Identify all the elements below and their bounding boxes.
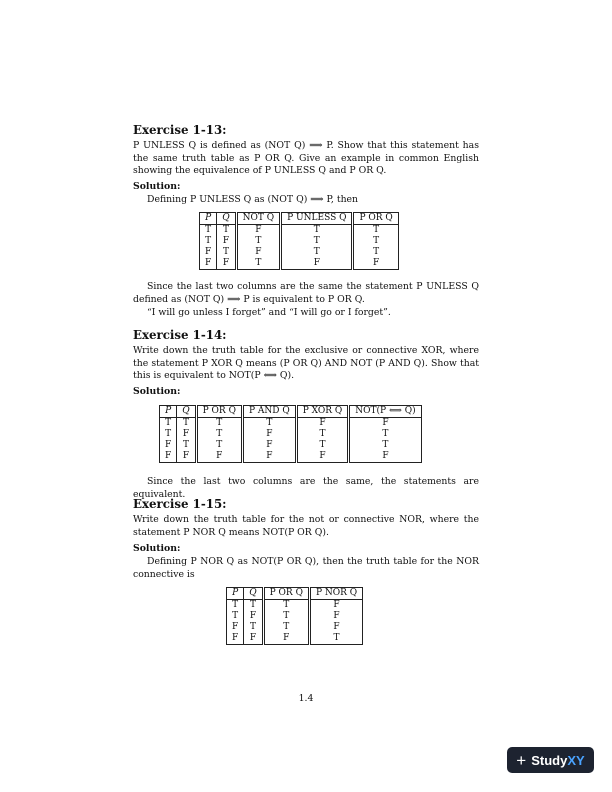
table-cell: T [200, 236, 217, 247]
exercise-1-15-intro: Defining P NOR Q as NOT(P OR Q), then the truth table for the NOR connective is [133, 556, 479, 580]
table-cell: F [309, 600, 362, 612]
table-cell: T [353, 225, 398, 237]
table-row [200, 225, 399, 237]
exercise-1-13-example: “I will go unless I forget” and “I will go or I forget”. [147, 307, 391, 318]
table-cell: T [296, 440, 349, 451]
table-header-cell: NOT(P ⟺ Q) [349, 406, 421, 418]
table-cell: T [196, 440, 242, 451]
table-header-cell: P [160, 406, 177, 418]
table-row [227, 611, 363, 622]
exercise-1-14-statement: Write down the truth table for the exclusive or connective XOR, where the statement P XOR Q means (P OR Q) AND NOT (P AND Q). Show that this is equivalent to NOT(P ⟺ Q). [133, 345, 479, 382]
table-cell: F [263, 633, 309, 645]
table-header-cell: NOT Q [236, 213, 281, 225]
table-row [227, 600, 363, 612]
studyxy-badge[interactable] [507, 747, 594, 773]
table-cell: T [263, 622, 309, 633]
exercise-1-14-conclusion: Since the last two columns are the same, the statements are equivalent. [133, 476, 479, 500]
exercise-1-13-solution-label: Solution: [133, 181, 181, 192]
table-cell: T [217, 247, 236, 258]
table-cell: T [196, 429, 242, 440]
table-header-cell: P [200, 213, 217, 225]
table-cell: F [227, 633, 244, 645]
table-header-cell: P UNLESS Q [281, 213, 353, 225]
table-cell: T [263, 600, 309, 612]
table-cell: T [309, 633, 362, 645]
table-header-row [160, 406, 422, 418]
table-cell: F [281, 258, 353, 270]
exercise-1-13-intro: Defining P UNLESS Q as (NOT Q) ⟹ P, then [147, 194, 359, 205]
table-header-cell: P OR Q [196, 406, 242, 418]
truth-table-xor [159, 405, 422, 463]
plus-icon: + [516, 750, 527, 770]
table-cell: T [227, 611, 244, 622]
table-cell: F [217, 258, 236, 270]
table-cell: T [196, 418, 242, 430]
table-row [227, 633, 363, 645]
exercise-1-15-statement: Write down the truth table for the not or connective NOR, where the statement P NOR Q means NOT(P OR Q). [133, 514, 479, 538]
table-header-cell: P XOR Q [296, 406, 349, 418]
table-header-cell: Q [177, 406, 196, 418]
table-cell: T [353, 247, 398, 258]
badge-text-suffix: XY [567, 752, 585, 768]
table-cell: T [353, 236, 398, 247]
table-header-cell: P OR Q [263, 588, 309, 600]
table-cell: T [160, 429, 177, 440]
table-header-cell: P OR Q [353, 213, 398, 225]
table-row [160, 440, 422, 451]
table-cell: F [160, 451, 177, 463]
table-cell: F [349, 451, 421, 463]
table-cell: F [309, 611, 362, 622]
table-cell: F [353, 258, 398, 270]
badge-text-prefix: Study [531, 752, 568, 768]
table-header-cell: P [227, 588, 244, 600]
table-cell: F [242, 440, 296, 451]
table-cell: T [244, 622, 263, 633]
exercise-1-13-statement: P UNLESS Q is defined as (NOT Q) ⟹ P. Show that this statement has the same truth table as P OR Q. Give an example in common English showing the equivalence of P UNLESS Q and P OR Q. [133, 140, 479, 177]
table-header-cell: P AND Q [242, 406, 296, 418]
table-cell: F [200, 247, 217, 258]
table-cell: F [244, 633, 263, 645]
table-cell: F [200, 258, 217, 270]
table-cell: F [242, 451, 296, 463]
truth-table-unless [199, 212, 399, 270]
table-cell: T [242, 418, 296, 430]
table-cell: T [349, 440, 421, 451]
exercise-1-13-title: Exercise 1-13: [133, 123, 227, 137]
table-row [160, 451, 422, 463]
table-header-cell: Q [217, 213, 236, 225]
table-cell: F [217, 236, 236, 247]
table-cell: F [236, 225, 281, 237]
table-cell: T [244, 600, 263, 612]
exercise-1-14-title: Exercise 1-14: [133, 328, 227, 342]
exercise-1-14-solution-label: Solution: [133, 386, 181, 397]
table-cell: F [244, 611, 263, 622]
exercise-1-15-solution-label: Solution: [133, 543, 181, 554]
table-cell: F [309, 622, 362, 633]
table-cell: F [296, 451, 349, 463]
table-row [227, 622, 363, 633]
table-row [200, 247, 399, 258]
table-cell: T [236, 236, 281, 247]
table-cell: T [227, 600, 244, 612]
table-cell: T [177, 418, 196, 430]
table-cell: F [177, 451, 196, 463]
table-cell: F [196, 451, 242, 463]
table-cell: T [217, 225, 236, 237]
table-cell: T [177, 440, 196, 451]
table-row [200, 236, 399, 247]
table-cell: F [242, 429, 296, 440]
table-cell: T [263, 611, 309, 622]
table-cell: T [160, 418, 177, 430]
table-cell: T [200, 225, 217, 237]
table-cell: T [349, 429, 421, 440]
table-header-row [227, 588, 363, 600]
table-cell: T [236, 258, 281, 270]
table-cell: F [160, 440, 177, 451]
table-header-cell: Q [244, 588, 263, 600]
table-cell: T [281, 236, 353, 247]
table-cell: T [281, 247, 353, 258]
table-cell: F [236, 247, 281, 258]
page-number: 1.4 [298, 693, 314, 704]
table-row [160, 418, 422, 430]
exercise-1-15-title: Exercise 1-15: [133, 497, 227, 511]
truth-table-nor [226, 587, 363, 645]
table-cell: F [349, 418, 421, 430]
table-header-row [200, 213, 399, 225]
exercise-1-13-conclusion: Since the last two columns are the same the statement P UNLESS Q defined as (NOT Q) ⟹ P is equivalent to P OR Q. [133, 281, 479, 305]
table-row [200, 258, 399, 270]
table-cell: F [296, 418, 349, 430]
table-cell: F [177, 429, 196, 440]
table-cell: F [227, 622, 244, 633]
table-row [160, 429, 422, 440]
table-cell: T [281, 225, 353, 237]
table-cell: T [296, 429, 349, 440]
table-header-cell: P NOR Q [309, 588, 362, 600]
